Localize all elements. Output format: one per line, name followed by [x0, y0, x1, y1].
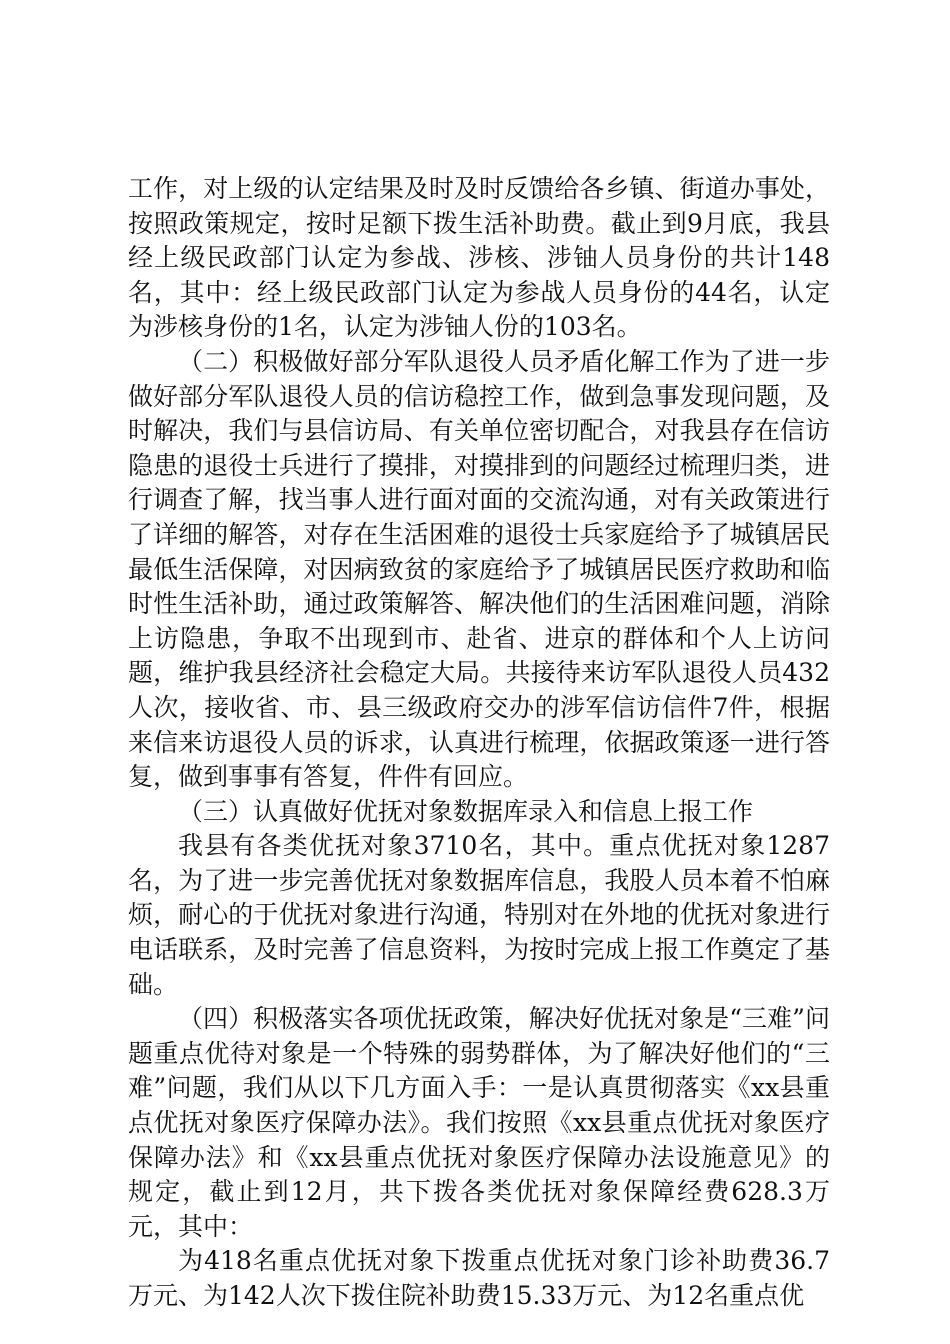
paragraph-section-three: 我县有各类优抚对象3710名，其中。重点优抚对象1287名，为了进一步完善优抚对象数据库信息，我股人员本着不怕麻烦，耐心的于优抚对象进行沟通，特别对在外地的优抚对象进行电话联系，及时完善了信息资料，为按时完成上报工作奠定了基础。 [128, 831, 830, 999]
paragraph-continuation: 工作，对上级的认定结果及时及时反馈给各乡镇、街道办事处，按照政策规定，按时足额下拨生活补助费。截止到9月底，我县经上级民政部门认定为参战、涉核、涉铀人员身份的共计148名，其中：经上级民政部门认定为参战人员身份的44名，认定为涉核身份的1名，认定为涉铀人份的103名。 [128, 174, 830, 342]
paragraph-section-two: （二）积极做好部分军队退役人员矛盾化解工作为了进一步做好部分军队退役人员的信访稳控工作，做到急事发现问题，及时解决，我们与县信访局、有关单位密切配合，对我县存在信访隐患的退役士兵进行了摸排，对摸排到的问题经过梳理归类，进行调查了解，找当事人进行面对面的交流沟通，对有关政策进行了详细的解答，对存在生活困难的退役士兵家庭给予了城镇居民最低生活保障，对因病致贫的家庭给予了城镇居民医疗救助和临时性生活补助，通过政策解答、解决他们的生活困难问题，消除上访隐患，争取不出现到市、赴省、进京的群体和个人上访问题，维护我县经济社会稳定大局。共接待来访军队退役人员432人次，接收省、市、县三级政府交办的涉军信访信件7件，根据来信来访退役人员的诉求，认真进行梳理，依据政策逐一进行答复，做到事事有答复，件件有回应。 [128, 346, 830, 792]
paragraph-section-four: （四）积极落实各项优抚政策，解决好优抚对象是“三难”问题重点优待对象是一个特殊的弱势群体，为了解决好他们的“三难”问题，我们从以下几方面入手：一是认真贯彻落实《xx县重点优抚对象医疗保障办法》。我们按照《xx县重点优抚对象医疗保障办法》和《xx县重点优抚对象医疗保障办法设施意见》的规定，截止到12月，共下拨各类优抚对象保障经费628.3万元，其中： [128, 1004, 830, 1241]
paragraph-subsidy-details: 为418名重点优抚对象下拨重点优抚对象门诊补助费36.7万元、为142人次下拨住院补助费15.33万元、为12名重点优 [128, 1246, 830, 1310]
document-body [128, 172, 830, 1314]
section-three-heading: （三）认真做好优抚对象数据库录入和信息上报工作 [178, 796, 754, 826]
